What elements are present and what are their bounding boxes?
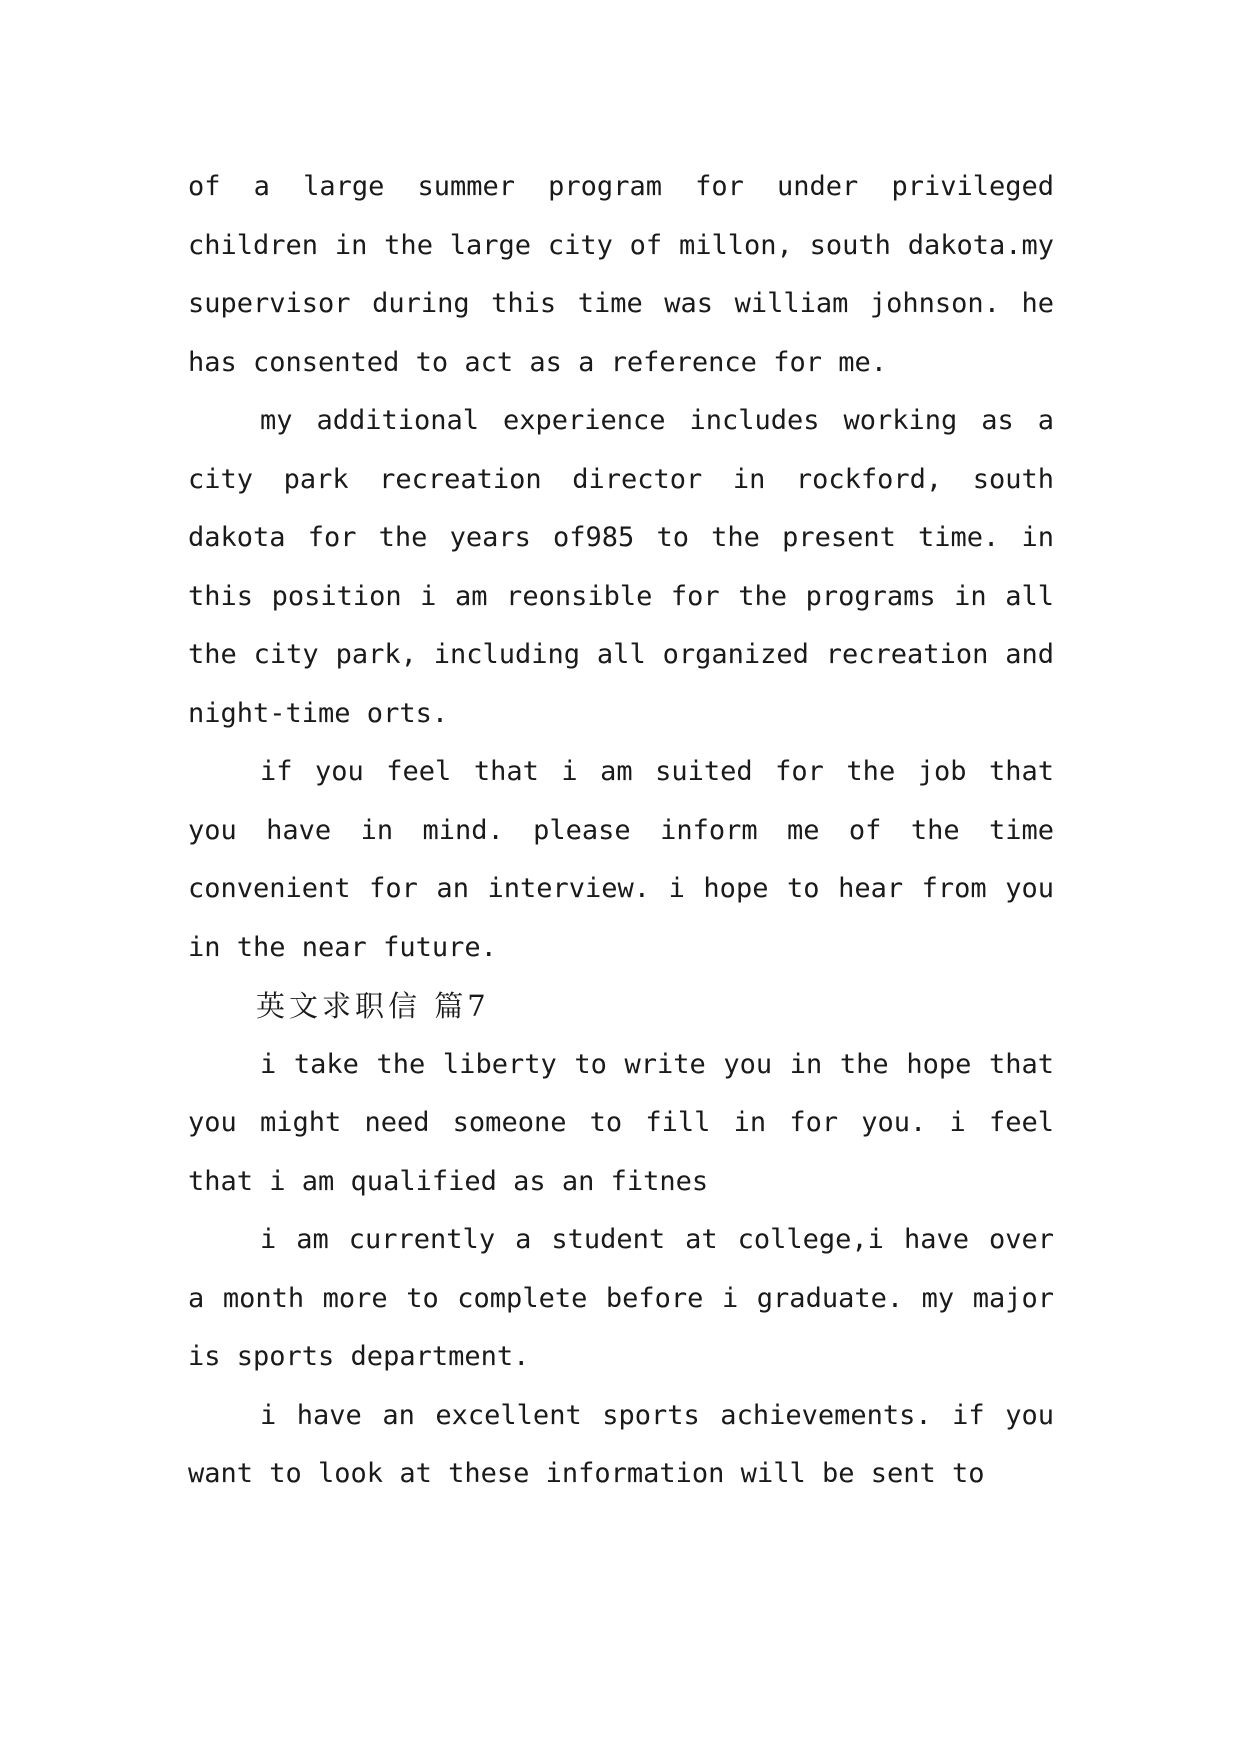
- section-heading: 英文求职信 篇7: [256, 989, 490, 1023]
- paragraph-sports-achievements: i have an excellent sports achievements. if you want to look at these information will be sent to: [188, 1399, 1054, 1489]
- paragraph-liberty-to-write: i take the liberty to write you in the hope that you might need someone to fill in for you. i feel that i am qualified as an fitnes: [188, 1048, 1054, 1197]
- document-body: [188, 158, 1054, 1504]
- paragraph-additional-experience: my additional experience includes working as a city park recreation director in rockford, south dakota for the years of985 to the present time. in this position i am reonsible for the programs in all the city park, including all organized recreation and night-time orts.: [188, 405, 1054, 729]
- paragraph-interview-request: if you feel that i am suited for the job that you have in mind. please inform me of the time convenient for an interview. i hope to hear from you in the near future.: [188, 756, 1054, 963]
- paragraph-summer-program: of a large summer program for under privileged children in the large city of millon, south dakota.my supervisor during this time was william johnson. he has consented to act as a reference for me.: [188, 171, 1054, 378]
- paragraph-student-status: i am currently a student at college,i have over a month more to complete before i graduate. my major is sports department.: [188, 1224, 1054, 1372]
